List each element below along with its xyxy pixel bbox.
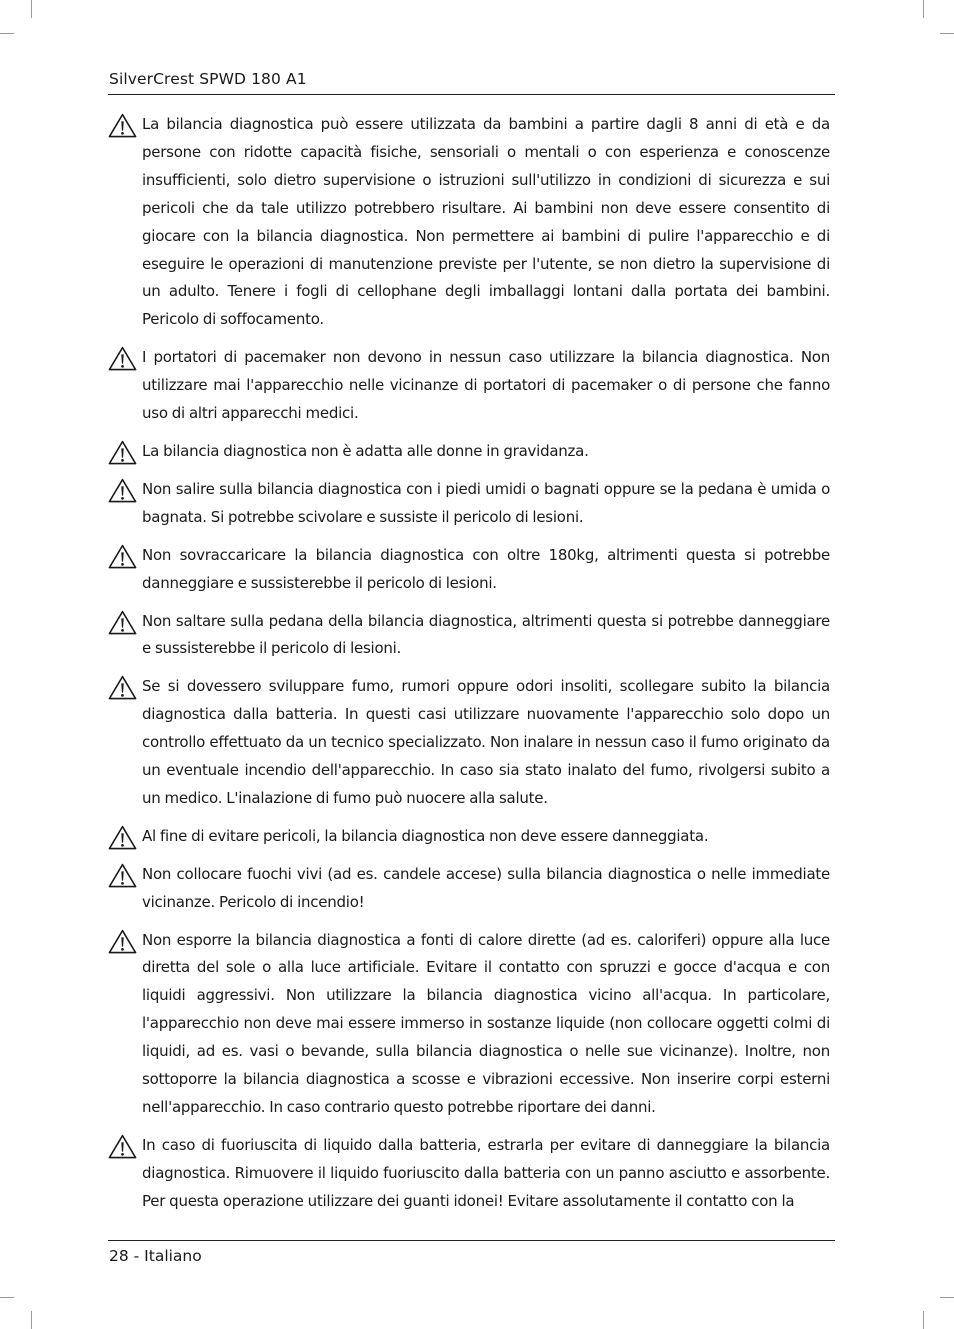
warning-item bbox=[108, 823, 830, 851]
warning-triangle-icon bbox=[108, 113, 137, 138]
warning-text: La bilancia diagnostica non è adatta alle donne in gravidanza. bbox=[142, 441, 589, 460]
warning-item bbox=[108, 927, 830, 1122]
warning-text: Non sovraccaricare la bilancia diagnostica con oltre 180kg, altrimenti questa si potrebbe danneggiare e sussisterebbe il pericolo di lesioni. bbox=[142, 545, 830, 592]
warning-triangle-icon bbox=[108, 825, 137, 850]
warning-triangle-icon bbox=[108, 929, 137, 954]
crop-mark bbox=[31, 1311, 32, 1329]
crop-mark bbox=[0, 33, 14, 34]
crop-mark bbox=[0, 1297, 14, 1298]
warning-text: In caso di fuoriuscita di liquido dalla batteria, estrarla per evitare di danneggiare la bilancia diagnostica. Rimuovere il liquido fuoriuscito dalla batteria con un panno asciutto e assorbente. Per questa operazione utilizzare dei guanti idonei! Evitare assolutamente il contatto con la bbox=[142, 1135, 830, 1210]
warning-text: Non collocare fuochi vivi (ad es. candele accese) sulla bilancia diagnostica o nelle immediate vicinanze. Pericolo di incendio! bbox=[142, 864, 830, 911]
warning-item bbox=[108, 438, 830, 466]
warning-item bbox=[108, 861, 830, 917]
warning-text: Al fine di evitare pericoli, la bilancia diagnostica non deve essere danneggiata. bbox=[142, 826, 709, 845]
warning-item bbox=[108, 673, 830, 813]
warning-item bbox=[108, 476, 830, 532]
warning-item bbox=[108, 608, 830, 664]
page-number: 28 - Italiano bbox=[109, 1247, 202, 1265]
crop-mark bbox=[923, 1311, 924, 1329]
warning-item bbox=[108, 111, 830, 334]
crop-mark bbox=[31, 0, 32, 18]
crop-mark bbox=[923, 0, 924, 18]
warning-text: Se si dovessero sviluppare fumo, rumori oppure odori insoliti, scollegare subito la bilancia diagnostica dalla batteria. In questi casi utilizzare nuovamente l'apparecchio solo dopo un controllo effettuato da un tecnico specializzato. Non inalare in nessun caso il fumo originato da un eventuale incendio dell'apparecchio. In caso sia stato inalato del fumo, rivolgersi subito a un medico. L'inalazione di fumo può nuocere alla salute. bbox=[142, 677, 830, 807]
warning-text: Non salire sulla bilancia diagnostica con i piedi umidi o bagnati oppure se la pedana è umida o bagnata. Si potrebbe scivolare e sussiste il pericolo di lesioni. bbox=[142, 479, 830, 526]
warning-text: Non esporre la bilancia diagnostica a fonti di calore dirette (ad es. caloriferi) oppure alla luce diretta del sole o alla luce artificiale. Evitare il contatto con spruzzi e gocce d'acqua e con liquidi aggressivi. Non utilizzare la bilancia diagnostica vicino all'acqua. In particolare, l'apparecchio non deve mai essere immerso in sostanze liquide (non collocare oggetti colmi di liquidi, ad es. vasi o bevande, sulla bilancia diagnostica o nelle sue vicinanze). Inoltre, non sottoporre la bilancia diagnostica a scosse e vibrazioni eccessive. Non inserire corpi esterni nell'apparecchio. In caso contrario questo potrebbe riportare dei danni. bbox=[142, 930, 830, 1116]
crop-mark bbox=[940, 1297, 954, 1298]
crop-mark bbox=[940, 33, 954, 34]
warning-item bbox=[108, 344, 830, 428]
warning-triangle-icon bbox=[108, 675, 137, 700]
warning-triangle-icon bbox=[108, 346, 137, 371]
warning-triangle-icon bbox=[108, 1134, 137, 1159]
warning-text: La bilancia diagnostica può essere utilizzata da bambini a partire dagli 8 anni di età e da persone con ridotte capacità fisiche, sensoriali o mentali o con esperienza e conoscenze insufficienti, solo dietro supervisione o istruzioni sull'utilizzo in condizioni di sicurezza e sui pericoli che da tale utilizzo potrebbero risultare. Ai bambini non deve essere consentito di giocare con la bilancia diagnostica. Non permettere ai bambini di pulire l'apparecchio e di eseguire le operazioni di manutenzione previste per l'utente, se non dietro la supervisione di un adulto. Tenere i fogli di cellophane degli imballaggi lontani dalla portata dei bambini. Pericolo di soffocamento. bbox=[142, 115, 830, 329]
warning-triangle-icon bbox=[108, 478, 137, 503]
page-header bbox=[108, 68, 835, 95]
warnings-list bbox=[108, 111, 830, 1226]
warning-text: Non saltare sulla pedana della bilancia diagnostica, altrimenti questa si potrebbe danneggiare e sussisterebbe il pericolo di lesioni. bbox=[142, 611, 830, 658]
warning-item bbox=[108, 542, 830, 598]
page-footer bbox=[108, 1240, 835, 1265]
warning-triangle-icon bbox=[108, 610, 137, 635]
warning-triangle-icon bbox=[108, 544, 137, 569]
warning-triangle-icon bbox=[108, 440, 137, 465]
warning-triangle-icon bbox=[108, 863, 137, 888]
warning-text: I portatori di pacemaker non devono in nessun caso utilizzare la bilancia diagnostica. Non utilizzare mai l'apparecchio nelle vicinanze di portatori di pacemaker o di persone che fanno uso di altri apparecchi medici. bbox=[142, 348, 830, 423]
header-title: SilverCrest SPWD 180 A1 bbox=[109, 70, 307, 88]
warning-item bbox=[108, 1132, 830, 1216]
